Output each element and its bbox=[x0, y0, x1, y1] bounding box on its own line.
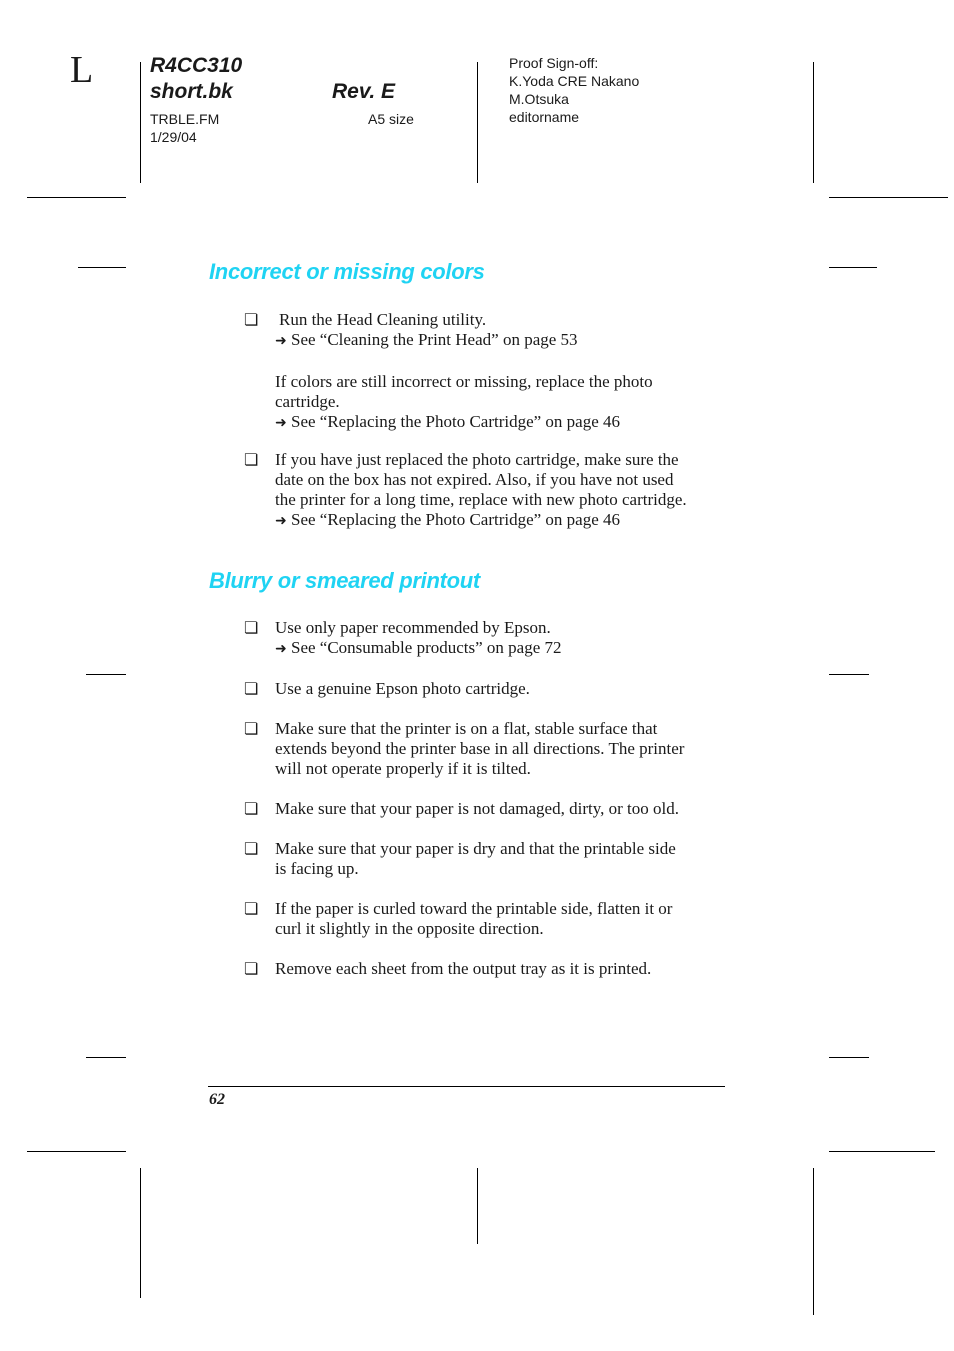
section-heading: Incorrect or missing colors bbox=[209, 259, 485, 284]
arrow-right-icon: ➜ bbox=[275, 334, 287, 349]
book-name: short.bk bbox=[150, 80, 233, 103]
paper-size: A5 size bbox=[368, 111, 414, 127]
proof-title: Proof Sign-off: bbox=[509, 55, 599, 71]
list-item bbox=[275, 450, 735, 532]
crop-mark bbox=[829, 674, 869, 675]
checkbox-bullet-icon: ❏ bbox=[244, 801, 259, 818]
crop-mark bbox=[829, 267, 877, 268]
crop-mark bbox=[829, 1151, 935, 1152]
list-item bbox=[275, 310, 735, 434]
item-text: date on the box has not expired. Also, if you have not used bbox=[275, 470, 674, 489]
crop-mark bbox=[477, 1168, 478, 1244]
cross-reference bbox=[275, 510, 735, 532]
footer-rule bbox=[208, 1086, 725, 1087]
cross-reference-link[interactable]: See “Replacing the Photo Cartridge” on page 46 bbox=[290, 510, 621, 529]
list-item bbox=[275, 679, 735, 699]
list-item bbox=[275, 959, 735, 979]
crop-mark bbox=[27, 1151, 126, 1152]
proof-line: K.Yoda CRE Nakano bbox=[509, 73, 640, 89]
item-text: the printer for a long time, replace with new photo cartridge. bbox=[275, 490, 687, 509]
crop-mark bbox=[86, 674, 126, 675]
checkbox-bullet-icon: ❏ bbox=[244, 961, 259, 978]
revision: Rev. E bbox=[332, 80, 396, 103]
proof-signoff bbox=[509, 54, 639, 126]
item-text: Use only paper recommended by Epson. bbox=[275, 618, 551, 637]
cross-reference-link[interactable]: See “Consumable products” on page 72 bbox=[290, 638, 562, 657]
checkbox-bullet-icon: ❏ bbox=[244, 721, 259, 738]
proof-line: editorname bbox=[509, 109, 580, 125]
doc-code: R4CC310 bbox=[150, 54, 243, 77]
proof-line: M.Otsuka bbox=[509, 91, 569, 107]
item-text: curl it slightly in the opposite direction. bbox=[275, 919, 544, 938]
arrow-right-icon: ➜ bbox=[275, 416, 287, 431]
crop-mark bbox=[829, 1057, 869, 1058]
crop-mark bbox=[829, 197, 948, 198]
item-text: Run the Head Cleaning utility. bbox=[279, 310, 487, 329]
crop-mark bbox=[813, 62, 814, 183]
list-item bbox=[275, 719, 735, 779]
cross-reference bbox=[275, 412, 735, 434]
item-text: is facing up. bbox=[275, 859, 359, 878]
crop-mark bbox=[27, 197, 126, 198]
item-text: Use a genuine Epson photo cartridge. bbox=[275, 679, 530, 698]
page-number: 62 bbox=[209, 1091, 225, 1108]
checkbox-bullet-icon: ❏ bbox=[244, 452, 259, 469]
item-text: Remove each sheet from the output tray as it is printed. bbox=[275, 959, 652, 978]
item-text: If colors are still incorrect or missing, replace the photo bbox=[275, 372, 653, 391]
item-text: Make sure that your paper is not damaged, dirty, or too old. bbox=[275, 799, 679, 818]
crop-mark bbox=[86, 1057, 126, 1058]
crop-mark bbox=[813, 1168, 814, 1315]
checkbox-bullet-icon: ❏ bbox=[244, 620, 259, 637]
item-text: If the paper is curled toward the printable side, flatten it or bbox=[275, 899, 673, 918]
list-item bbox=[275, 618, 735, 660]
cross-reference bbox=[275, 638, 735, 660]
item-text: If you have just replaced the photo cartridge, make sure the bbox=[275, 450, 679, 469]
crop-mark bbox=[477, 62, 478, 183]
item-text: Make sure that the printer is on a flat, stable surface that bbox=[275, 719, 658, 738]
item-text: Make sure that your paper is dry and that the printable side bbox=[275, 839, 676, 858]
checkbox-bullet-icon: ❏ bbox=[244, 312, 259, 329]
arrow-right-icon: ➜ bbox=[275, 514, 287, 529]
arrow-right-icon: ➜ bbox=[275, 642, 287, 657]
checkbox-bullet-icon: ❏ bbox=[244, 901, 259, 918]
cross-reference-link[interactable]: See “Cleaning the Print Head” on page 53 bbox=[290, 330, 578, 349]
list-item bbox=[275, 839, 735, 879]
file-date: 1/29/04 bbox=[150, 129, 197, 145]
cross-reference bbox=[275, 330, 735, 352]
corner-letter: L bbox=[70, 49, 94, 91]
crop-mark bbox=[78, 267, 126, 268]
crop-mark bbox=[140, 1168, 141, 1298]
cross-reference-link[interactable]: See “Replacing the Photo Cartridge” on page 46 bbox=[290, 412, 621, 431]
item-text: extends beyond the printer base in all directions. The printer bbox=[275, 739, 685, 758]
item-text: will not operate properly if it is tilted. bbox=[275, 759, 531, 778]
checkbox-bullet-icon: ❏ bbox=[244, 841, 259, 858]
section-heading: Blurry or smeared printout bbox=[209, 568, 480, 593]
item-text: cartridge. bbox=[275, 392, 340, 411]
checkbox-bullet-icon: ❏ bbox=[244, 681, 259, 698]
crop-mark bbox=[140, 62, 141, 183]
list-item bbox=[275, 899, 735, 939]
list-item bbox=[275, 799, 735, 819]
file-name: TRBLE.FM bbox=[150, 111, 220, 127]
